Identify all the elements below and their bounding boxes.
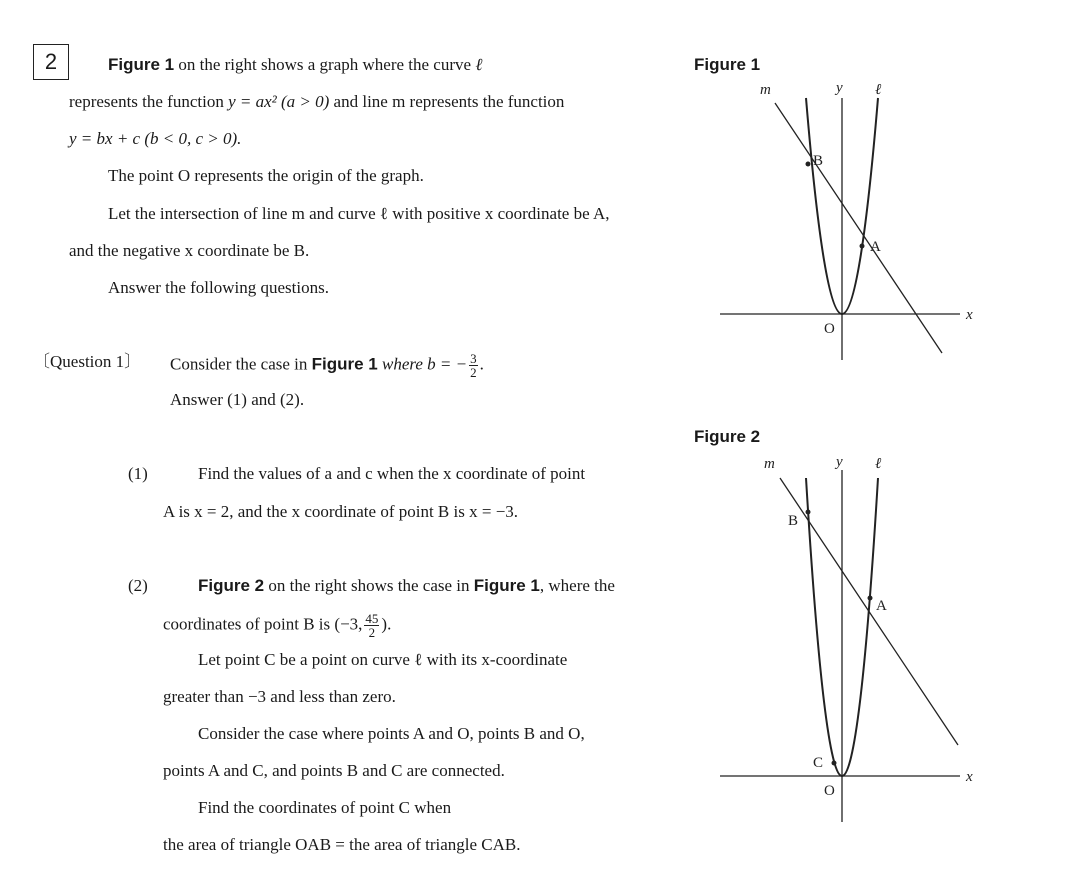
- label-x: x: [966, 307, 973, 323]
- part-2-line-7: Find the coordinates of point C when: [198, 798, 452, 817]
- label-x: x: [966, 769, 973, 785]
- coord-post: ).: [381, 614, 392, 634]
- curve-symbol: ℓ: [475, 55, 483, 74]
- function-curve: y = ax² (a > 0): [228, 92, 330, 111]
- fraction-denominator: 2: [470, 365, 477, 380]
- intro-line-2-post: and line m represents the function: [333, 92, 565, 111]
- label-l: ℓ: [875, 456, 882, 472]
- label-m: m: [760, 82, 771, 98]
- part-2-line-5: Consider the case where points A and O, points B and O,: [198, 724, 585, 743]
- question-1-end: .: [479, 354, 484, 374]
- fraction-numerator: 45: [365, 611, 379, 626]
- part-1-label: (1): [128, 464, 148, 483]
- intro-line-7: Answer the following questions.: [108, 278, 329, 297]
- label-o: O: [824, 321, 835, 337]
- label-y: y: [836, 80, 843, 96]
- figure-ref: Figure 1: [108, 55, 175, 74]
- figure-ref: Figure 1: [473, 576, 540, 595]
- function-line: y = bx + c (b < 0, c > 0).: [69, 129, 242, 148]
- intro-line-2-pre: represents the function: [69, 92, 224, 111]
- part-2-line-1-end: , where the: [539, 576, 615, 595]
- intro-line-1-text: on the right shows a graph where the curve: [178, 55, 472, 74]
- fraction-denominator: 2: [368, 625, 376, 640]
- label-o: O: [824, 783, 835, 799]
- coord-pre: (−3,: [334, 614, 363, 634]
- part-2-line-4: greater than −3 and less than zero.: [163, 687, 396, 706]
- part-2-line-3: Let point C be a point on curve ℓ with its x-coordinate: [198, 650, 568, 669]
- label-l: ℓ: [875, 82, 882, 98]
- part-2-line-6: points A and C, and points B and C are connected.: [163, 761, 505, 780]
- part-1-line-1: Find the values of a and c when the x coordinate of point: [198, 464, 586, 483]
- point-b: [806, 510, 811, 515]
- label-b: B: [813, 153, 824, 169]
- figure-ref: Figure 2: [198, 576, 265, 595]
- fraction-numerator: 3: [470, 351, 477, 366]
- part-2-line-8: the area of triangle OAB = the area of triangle CAB.: [163, 835, 521, 854]
- label-a: A: [870, 239, 881, 255]
- question-1-pre: Consider the case in: [170, 354, 308, 374]
- figure-1-title: Figure 1: [694, 55, 761, 74]
- part-2-line-2-pre: coordinates of point B is: [163, 614, 331, 634]
- intro-line-5: Let the intersection of line m and curve ℓ with positive x coordinate be A,: [108, 204, 610, 223]
- point-c: [832, 761, 837, 766]
- question-1-label: 〔Question 1〕: [33, 352, 142, 371]
- question-1-mid: where b = −: [382, 354, 468, 374]
- label-b: B: [788, 513, 799, 529]
- label-m: m: [764, 456, 775, 472]
- figure-2-title: Figure 2: [694, 427, 761, 446]
- label-a: A: [876, 598, 887, 614]
- intro-line-6: and the negative x coordinate be B.: [69, 241, 310, 260]
- line-m: [780, 478, 958, 745]
- part-2-line-1-mid: on the right shows the case in: [268, 576, 470, 595]
- figure-ref: Figure 1: [311, 354, 378, 374]
- problem-number: 2: [33, 44, 69, 80]
- intro-line-4: The point O represents the origin of the graph.: [108, 166, 424, 185]
- part-2-label: (2): [128, 576, 148, 595]
- part-1-line-2: A is x = 2, and the x coordinate of point B is x = −3.: [163, 502, 519, 521]
- label-c: C: [813, 755, 824, 771]
- label-y: y: [836, 454, 843, 470]
- question-1-answer: Answer (1) and (2).: [170, 390, 305, 409]
- point-a: [868, 596, 873, 601]
